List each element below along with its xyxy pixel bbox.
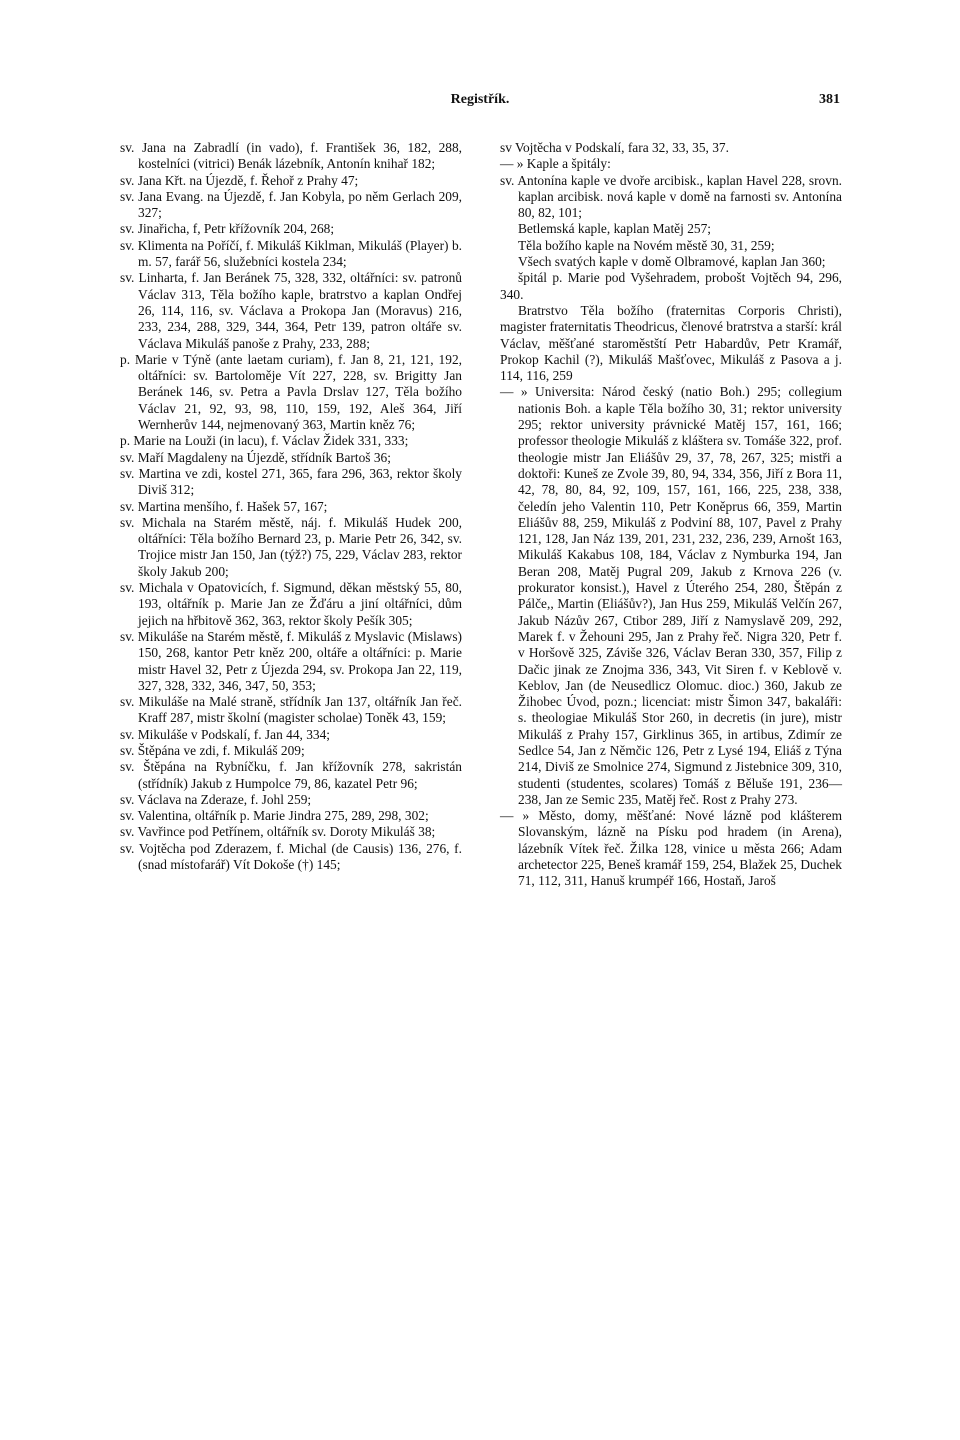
index-entry: p. Marie na Louži (in lacu), f. Václav Židek 331, 333; [120,433,409,449]
index-entry: sv. Vavřince pod Petřínem, oltářník sv. Doroty Mikuláš 38; [120,824,436,840]
index-entry: sv. Martina menšího, f. Hašek 57, 167; [120,498,328,514]
index-entry: sv. Linharta, f. Jan Beránek 75, 328, 332, oltářníci: sv. patronů Václav 313, Těla božího kaple, bratrstvo a kaplan Ondřej 26, 114, 116, sv. Václava a Prokopa Jan (Moravus) 216, 233, 234, 288, 329, 344, 364, Petr 139, patron oltáře sv. Václava Mikuláš panoše z Prahy, 233, 288; [120,270,462,351]
index-entry: sv. Mikuláše v Podskalí, f. Jan 44, 334; [120,726,331,742]
index-entry: Těla božího kaple na Novém městě 30, 31, 259; [518,237,775,253]
index-entry: sv. Klimenta na Poříčí, f. Mikuláš Kiklman, Mikuláš (Player) b. m. 57, farář 56, služebníci kostela 234; [120,237,462,270]
index-entry: p. Marie v Týně (ante laetam curiam), f. Jan 8, 21, 121, 192, oltářníci: sv. Bartoloměje Vít 227, 228, sv. Brigitty Jan Beránek 146, sv. Petra a Pavla Drslav 127, Těla božího Václav 21, 92, 93, 98, 110, 159, 192, Aleš 364, Jiří Wernherův 144, nejmenovaný 363, Martin kněz 76; [120,351,462,433]
index-entry: sv. Mikuláše na Starém městě, f. Mikuláš z Myslavic (Mislaws) 150, 268, kantor Petr kněz 200, oltáře a oltářníci: p. Marie mistr Havel 32, Petr z Újezda 294, sv. Prokopa Jan 22, 119, 327, 328, 332, 346, 347, 50, 353; [120,628,462,693]
index-entry: sv. Jinařicha, f, Petr křížovník 204, 268; [120,221,335,237]
index-entry: sv. Vojtěcha pod Zderazem, f. Michal (de Causis) 136, 276, f. (snad místofarář) Vít Dokoše (†) 145; [120,840,462,873]
index-entry: sv. Jana na Zabradlí (in vado), f. František 36, 182, 288, kostelníci (vitrici) Benák lázebník, Antonín knihař 182; [120,140,462,172]
index-entry: Bratrstvo Těla božího (fraternitas Corporis Christi), magister fraternitatis Theodricus, členové bratrstva a starší: král Václav, měšťané staroměstští Petr Habardův, Petr Kramář, Prokop Kachil (?), Mikuláš Mašťovec, Mikuláš z Pasova a j. 114, 116, 259 [500,302,842,384]
index-entry: sv. Mikuláše na Malé straně, střídník Jan 137, oltářník Jan řeč. Kraff 287, mistr školní (magister scholae) Toněk 43, 159; [120,694,462,726]
page-header-title: Registřík. [450,92,510,107]
left-column [120,140,462,873]
index-entry: sv. Maří Magdaleny na Újezdě, střídník Bartoš 36; [120,449,391,465]
page-number: 381 [819,92,840,107]
index-entry: sv. Václava na Zderaze, f. Johl 259; [120,791,312,807]
section-entry: — » Město, domy, měšťané: Nové lázně pod klášterem Slovanským, lázně na Písku pod hradem (in Arena), lázebník Vítek řeč. Žilka 128, vinice u města 266; Adam archetector 225, Beneš kramář 159, 254, Blažek 25, Duchek 71, 112, 311, Hanuš krumpéř 166, Hostaň, Jaroš [500,808,842,889]
index-entry: sv. Jana Evang. na Újezdě, f. Jan Kobyla, po něm Gerlach 209, 327; [120,188,462,221]
index-entry: sv. Antonína kaple ve dvoře arcibisk., kaplan Havel 228, srovn. kaplan arcibisk. nová kaple v domě na farnosti sv. Antonína 80, 82, 101; [500,172,842,221]
section-heading: — » Kaple a špitály: [500,156,611,172]
index-entry: sv. Štěpána na Rybníčku, f. Jan křížovník 278, sakristán (střídník) Jakub z Humpolce 79, 86, kazatel Petr 96; [120,759,462,791]
index-entry: sv. Valentina, oltářník p. Marie Jindra 275, 289, 298, 302; [120,808,429,824]
index-entry: Všech svatých kaple v domě Olbramové, kaplan Jan 360; [518,254,826,270]
index-entry: sv Vojtěcha v Podskalí, fara 32, 33, 35, 37. [500,140,729,155]
index-entry: špitál p. Marie pod Vyšehradem, probošt Vojtěch 94, 296, 340. [500,270,842,302]
index-entry: sv. Jana Křt. na Újezdě, f. Řehoř z Prahy 47; [120,172,359,188]
index-entry: sv. Martina ve zdi, kostel 271, 365, fara 296, 363, rektor školy Diviš 312; [120,465,462,498]
section-entry: — » Universita: Národ český (natio Boh.) 295; collegium nationis Boh. a kaple Těla božího 30, 31; rektor university 295; rektor university právnické Matěj 157, 161, 166; professor theologie Mikuláš z kláštera sv. Tomáše 322, prof. theologie mistr Jan Eliášův 29, 37, 78, 267, 325; mistři a doktoři: Kuneš ze Zvole 39, 80, 94, 334, 356, Jiří z Bora 11, 42, 78, 80, 84, 92, 109, 157, 161, 166, 225, 238, 338, čeledín jeho Valentin 110, Petr Koněprus 66, 359, Martin Eliášův 88, 259, Mikuláš z Podviní 88, 107, Pavel z Prahy 121, 128, Jan Náz 139, 201, 231, 232, 236, 239, Arnošt 163, Mikuláš Kakabus 108, 184, Václav z Nymburka 194, Jan Beran 208, Matěj Pugral 209, Jakub z Krnova 226 (v. prokurator konsist.), Havel z Úterého 254, 280, Štěpán z Pálče,, Martin (Eliášův?), Jan Hus 259, Mikuláš Velčín 267, Jakub Názův 267, Ctibor 289, Jiří z Namyslavě 209, 292, Marek f. v Žehouni 295, Jan z Prahy řeč. Nigra 320, Petr f. v Horšově 325, Záviše 326, Václav Beran 330, 357, Filip z Dačic jinak ze Znojma 336, 343, Vit Siren f. v Keblově v. Keblov, Jan (de Neusedlicz Olomuc. dioc.) 360, Jakub ze Žihobec Úvod, pozn.; licenciat: mistr Šimon 347, bakaláři: s. theologiae Mikuláš Stor 260, in decretis (in jure), mistr Mikuláš z Prahy 157, Girklinus 365, in artibus, Zdimír ze Sedlce 54, Jan z Němčic 126, Petr z Lysé 194, Eliáš z Týna 214, Diviš ze Smolnice 274, Sigmund z Jistebnice 309, 310, studenti (studentes, scolares) Tomáš z Běluše 191, 236—238, Jan ze Semic 235, Matěj řeč. Rost z Prahy 273. [500,384,842,807]
index-entry: sv. Štěpána ve zdi, f. Mikuláš 209; [120,742,305,758]
index-entry: Betlemská kaple, kaplan Matěj 257; [518,221,711,237]
right-column [500,140,842,890]
index-entry: sv. Michala v Opatovicích, f. Sigmund, děkan městský 55, 80, 193, oltářník p. Marie Jan ze Žďáru a jiní oltářníci, dům jejich na hřbitově 362, 363, rektor školy Pešík 305; [120,580,462,628]
index-entry: sv. Michala na Starém městě, náj. f. Mikuláš Hudek 200, oltářníci: Těla božího Bernard 23, p. Marie Petr 26, 342, sv. Trojice mistr Jan 150, Jan (týž?) 75, 229, Václav 283, rektor školy Jakub 200; [120,514,462,579]
